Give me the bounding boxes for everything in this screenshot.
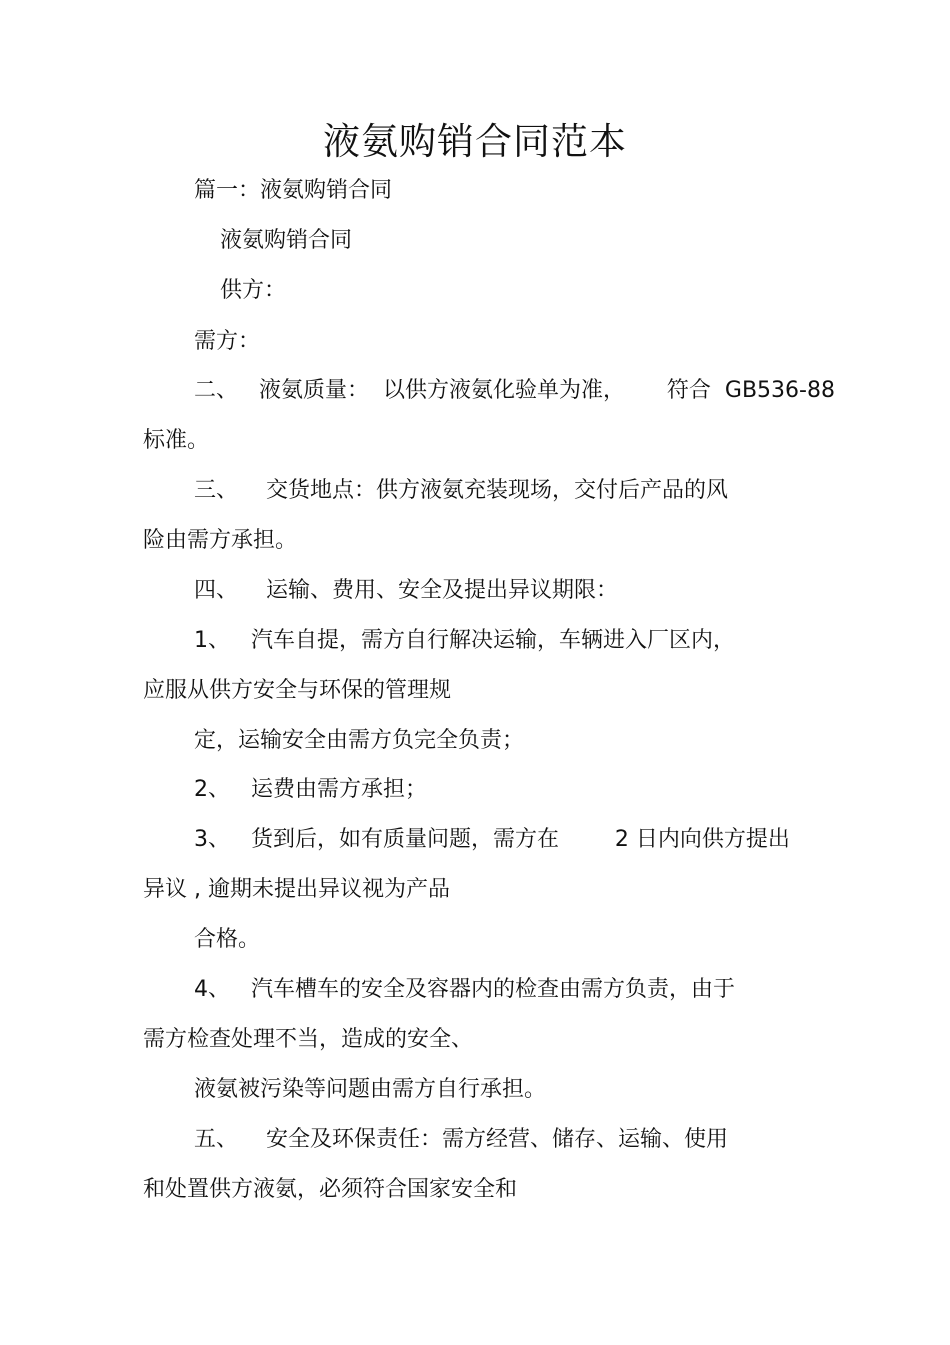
paragraph-line: 篇一：液氨购销合同	[194, 178, 393, 203]
paragraph-line: 4、 汽车槽车的安全及容器内的检查由需方负责，由于	[194, 977, 735, 1002]
paragraph-line: 标准。	[143, 428, 210, 453]
paragraph-line: 供方：	[220, 278, 287, 303]
document-title: 液氨购销合同范本	[323, 120, 627, 163]
paragraph-line: 三、 交货地点：供方液氨充装现场，交付后产品的风	[194, 478, 728, 503]
paragraph-line: 险由需方承担。	[143, 528, 298, 553]
paragraph-line: 3、 货到后，如有质量问题，需方在 2 日内向供方提出	[194, 827, 790, 852]
paragraph-line: 和处置供方液氨，必须符合国家安全和	[143, 1177, 518, 1202]
paragraph-line: 定，运输安全由需方负完全负责；	[194, 728, 525, 753]
paragraph-line: 四、 运输、费用、安全及提出异议期限：	[194, 578, 618, 603]
paragraph-line: 1、 汽车自提，需方自行解决运输，车辆进入厂区内，	[194, 628, 735, 653]
paragraph-line: 需方：	[194, 329, 261, 354]
paragraph-line: 合格。	[194, 927, 261, 952]
paragraph-line: 液氨购销合同	[220, 228, 353, 253]
paragraph-line: 应服从供方安全与环保的管理规	[143, 678, 452, 703]
paragraph-line: 需方检查处理不当，造成的安全、	[143, 1027, 474, 1052]
paragraph-line: 2、 运费由需方承担；	[194, 777, 427, 802]
paragraph-line: 异议 , 逾期未提出异议视为产品	[143, 877, 450, 902]
paragraph-line: 二、 液氨质量： 以供方液氨化验单为准， 符合 GB536-88	[194, 378, 835, 403]
paragraph-line: 五、 安全及环保责任：需方经营、储存、运输、使用	[194, 1127, 728, 1152]
paragraph-line: 液氨被污染等问题由需方自行承担。	[194, 1077, 547, 1102]
